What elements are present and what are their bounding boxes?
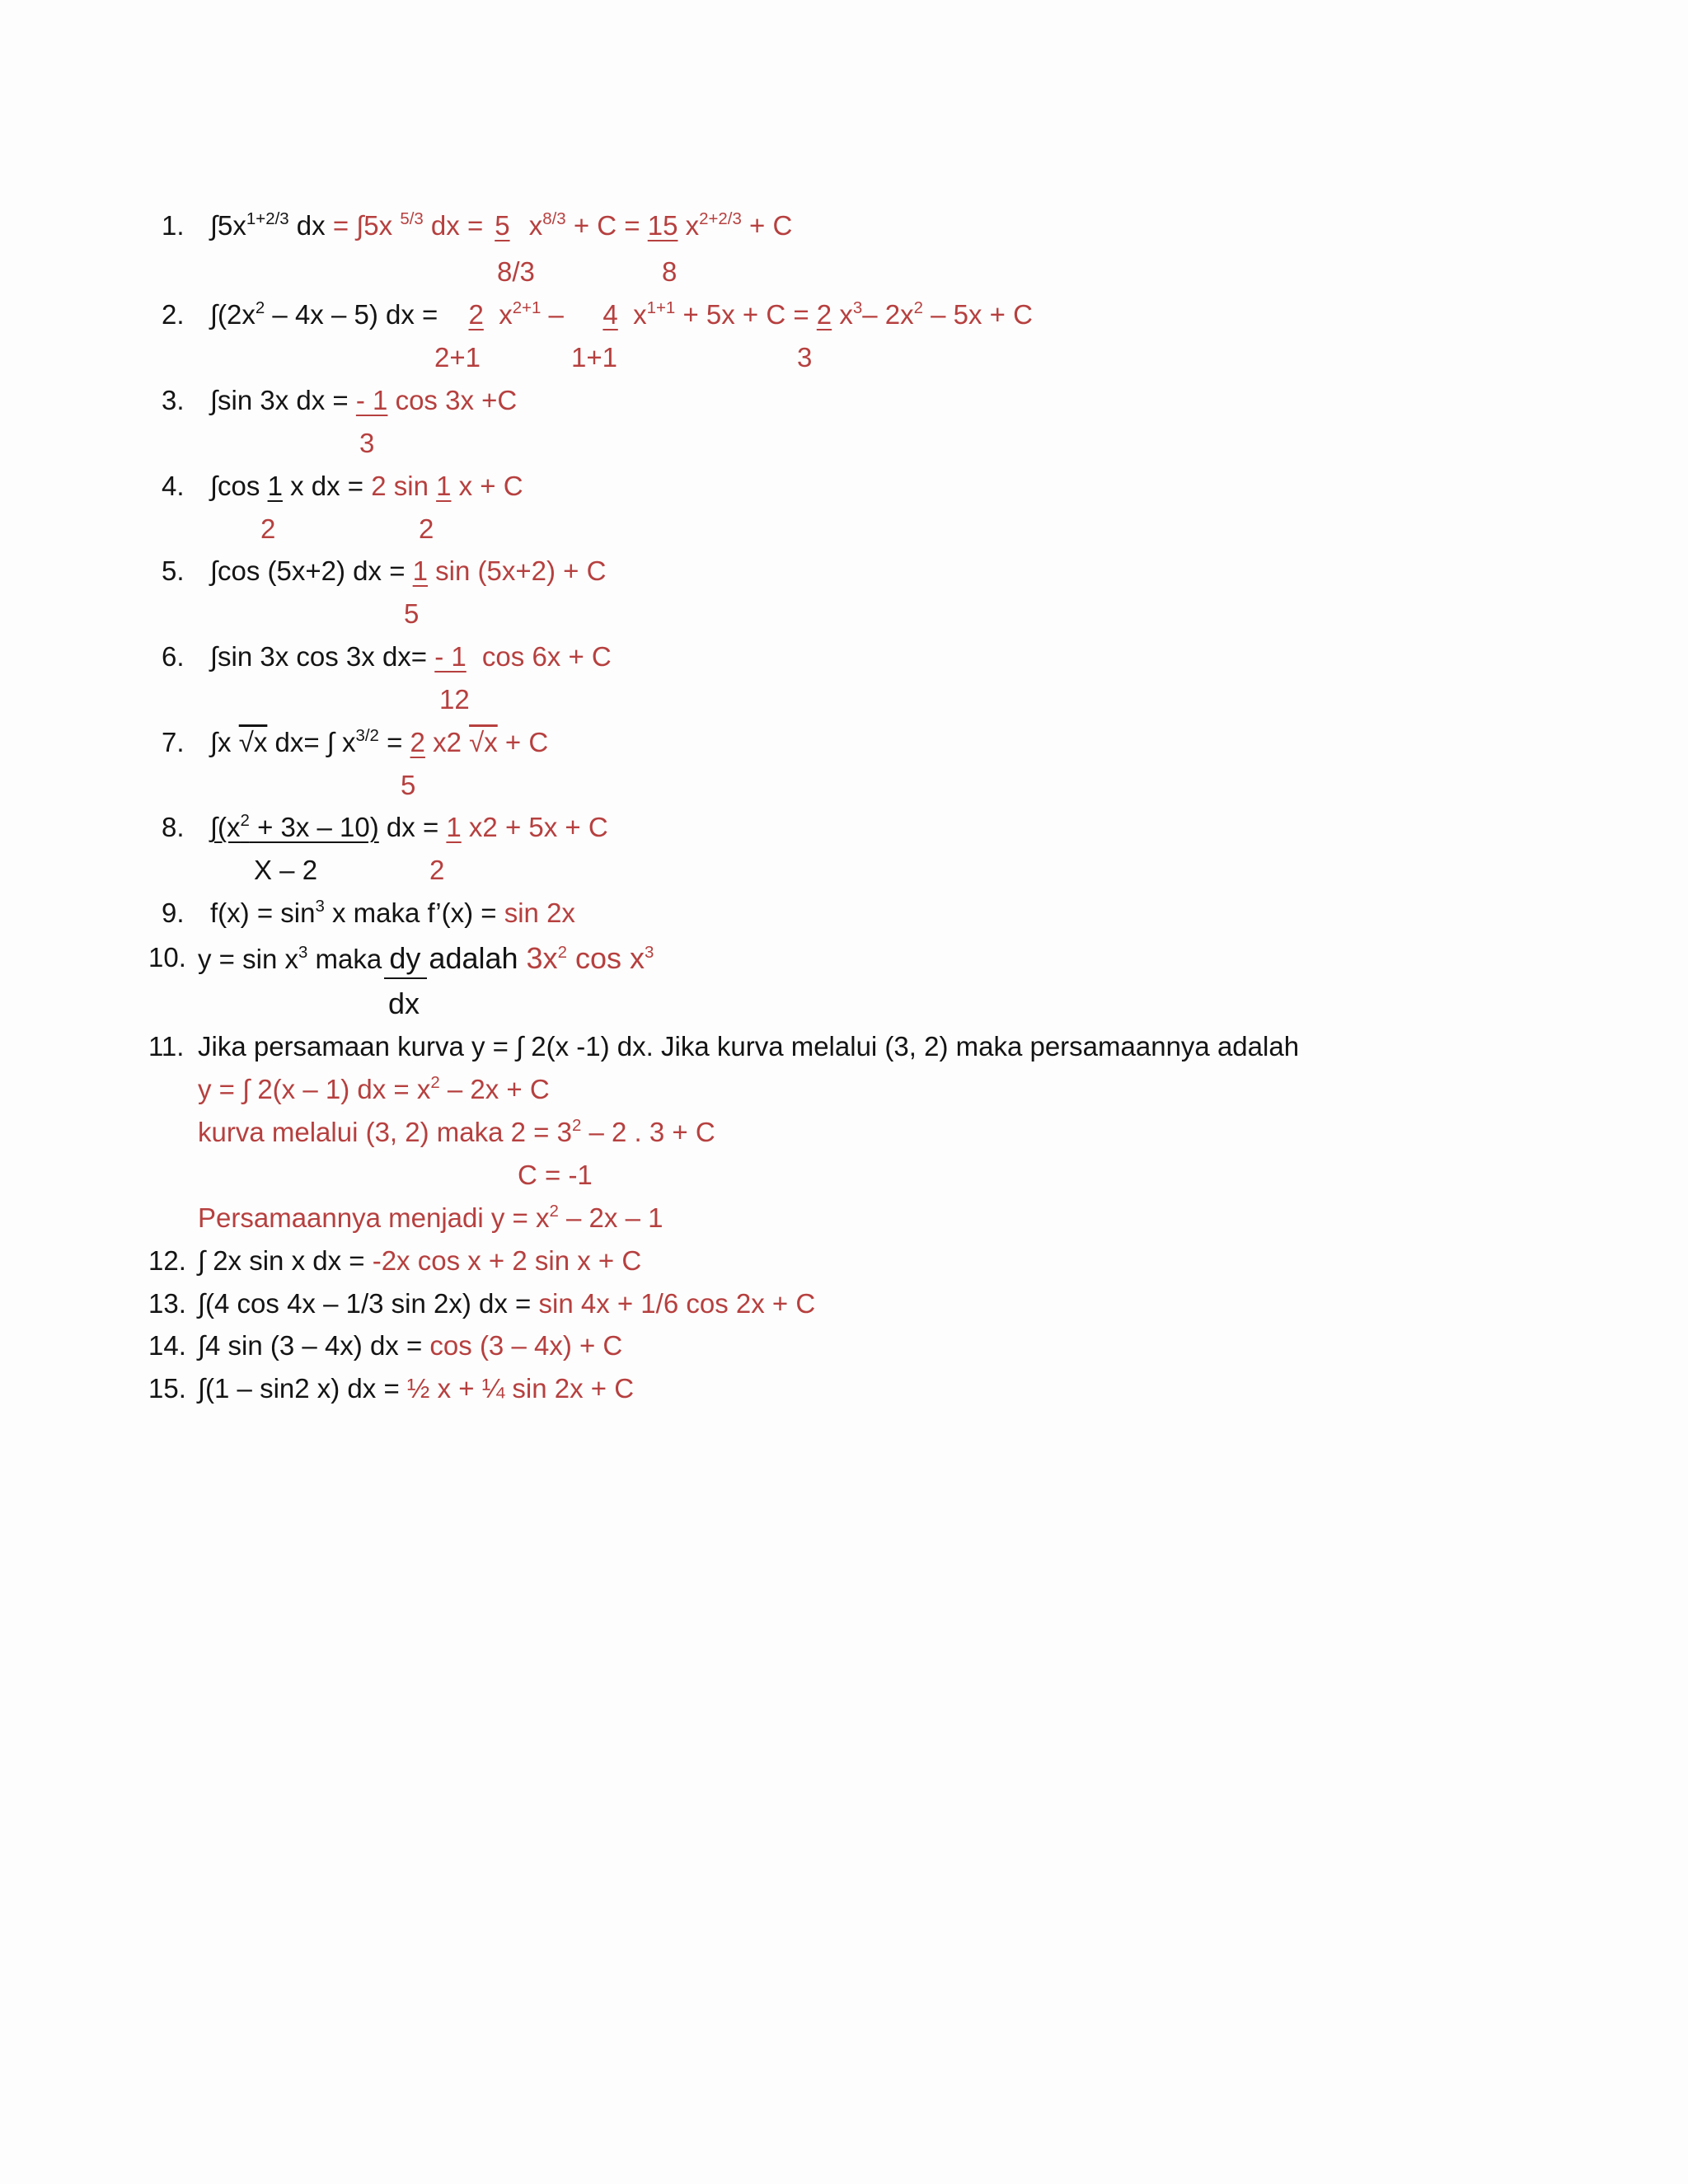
- question-text: ∫x: [210, 727, 239, 757]
- question-text: maka: [307, 944, 390, 974]
- question-text: ∫cos (5x+2) dx =: [210, 555, 413, 586]
- answer-text: –: [541, 299, 564, 330]
- fraction-denominator: 2: [419, 513, 434, 544]
- question-text: f(x) = sin: [210, 898, 316, 928]
- fraction-numerator: 1: [436, 471, 452, 501]
- answer-text: – 2x + C: [439, 1074, 550, 1104]
- question-text: ∫5x: [210, 210, 246, 241]
- exponent: 3: [644, 943, 654, 963]
- exponent: 2: [571, 1116, 582, 1136]
- answer-text: + 5x + C =: [675, 299, 817, 330]
- question-text: ∫(4 cos 4x – 1/3 sin 2x) dx =: [198, 1288, 539, 1319]
- question-text: Jika persamaan kurva y = ∫ 2(x -1) dx. Jika kurva melalui (3, 2) maka persamaannya adalah: [198, 1031, 1300, 1062]
- problem-8-line: [210, 813, 608, 841]
- problem-number: 2.: [162, 299, 185, 330]
- problem-14-line: [198, 1332, 622, 1359]
- answer-text: x2 + 5x + C: [461, 812, 608, 842]
- answer-text: + C: [497, 727, 549, 757]
- problem-number: 1.: [162, 210, 185, 241]
- fraction-numerator: 1: [412, 555, 429, 586]
- question-text: x maka f’(x) =: [324, 898, 504, 928]
- fraction-denominator: 2: [429, 855, 445, 885]
- exponent: 1+2/3: [246, 209, 289, 229]
- exponent: 1+1: [646, 298, 676, 318]
- answer-text: sin 2x: [504, 898, 575, 928]
- fraction-numerator: 5: [495, 210, 510, 241]
- problem-13-line: [198, 1290, 815, 1317]
- fraction-numerator: 15: [647, 210, 678, 241]
- answer-text: cos 3x +C: [387, 385, 518, 415]
- fraction-numerator: - 1: [434, 641, 467, 672]
- question-text: =: [378, 727, 410, 757]
- problem-number: 11.: [148, 1031, 185, 1062]
- answer-text: sin 4x + 1/6 cos 2x + C: [538, 1288, 816, 1319]
- question-text: y = sin x: [198, 944, 298, 974]
- exponent: 2: [255, 298, 265, 318]
- problem-1: [162, 212, 185, 239]
- problem-6-line: [210, 643, 612, 670]
- answer-text: x2: [424, 727, 470, 757]
- problem-number: 6.: [162, 641, 185, 672]
- problem-4-line: [210, 472, 523, 499]
- answer-text: – 2 . 3 + C: [581, 1117, 715, 1147]
- sqrt-x: √x: [469, 727, 498, 757]
- problem-number: 15.: [148, 1373, 186, 1404]
- exponent: 2: [240, 811, 250, 831]
- problem-10-line: [198, 941, 654, 975]
- question-text: + 3x – 10): [249, 812, 379, 842]
- fraction-denominator: 8/3: [497, 256, 535, 287]
- problem-1-line: [210, 209, 793, 241]
- fraction-numerator: - 1: [355, 385, 388, 415]
- problem-number: 14.: [148, 1330, 186, 1361]
- problem-number: 13.: [148, 1288, 186, 1319]
- problem-7-line: [210, 726, 549, 757]
- fraction-numerator: 1: [267, 471, 283, 501]
- answer-text: ½ x + ¼ sin 2x + C: [406, 1373, 635, 1404]
- problem-3-line: [210, 387, 517, 414]
- fraction-denominator: 3: [797, 342, 813, 373]
- exponent: 3: [315, 897, 325, 916]
- fraction-denominator: dx: [388, 987, 420, 1020]
- problem-number: 8.: [162, 812, 185, 842]
- exponent: 2+2/3: [699, 209, 742, 229]
- answer-text: x: [678, 210, 700, 241]
- problem-number: 5.: [162, 555, 185, 586]
- answer-text: x: [499, 299, 513, 330]
- answer-text: Persamaannya menjadi y = x: [198, 1202, 550, 1233]
- answer-text: x + C: [451, 471, 523, 501]
- fraction-denominator: X – 2: [254, 855, 318, 885]
- fraction-denominator: 3: [359, 428, 375, 458]
- exponent: 2: [430, 1073, 440, 1093]
- answer-text: + C: [741, 210, 793, 241]
- exponent: 3/2: [355, 726, 379, 746]
- fraction-numerator: 1: [446, 812, 462, 842]
- answer-text: x: [832, 299, 853, 330]
- fraction-denominator: 5: [404, 598, 420, 629]
- fraction-denominator: 1+1: [571, 342, 617, 373]
- fraction-denominator: 2+1: [434, 342, 481, 373]
- solution-line-2: [198, 1118, 715, 1146]
- problem-number: 7.: [162, 727, 185, 757]
- answer-text: 3x: [526, 941, 558, 975]
- exponent: 3: [298, 943, 308, 963]
- answer-text: cos (3 – 4x) + C: [429, 1330, 623, 1361]
- question-text: ∫(x: [210, 812, 241, 842]
- answer-text: cos 6x + C: [474, 641, 612, 672]
- question-text: ∫sin 3x dx =: [210, 385, 356, 415]
- problem-15-line: [198, 1375, 634, 1402]
- question-text: ∫(1 – sin2 x) dx =: [198, 1373, 407, 1404]
- exponent: 8/3: [542, 209, 566, 229]
- solution-line-3: C = -1: [518, 1160, 593, 1190]
- question-text: ∫ 2x sin x dx =: [198, 1245, 373, 1276]
- answer-text: -2x cos x + 2 sin x + C: [372, 1245, 642, 1276]
- answer-text: kurva melalui (3, 2) maka 2 = 3: [198, 1117, 572, 1147]
- exponent: 2+1: [512, 298, 542, 318]
- question-text: dx =: [378, 812, 447, 842]
- problem-number: 9.: [162, 898, 185, 928]
- problem-9-line: [210, 899, 575, 926]
- problem-number: 10.: [148, 942, 186, 972]
- fraction-denominator: 12: [439, 684, 470, 715]
- question-text: dx: [288, 210, 326, 241]
- question-text: x dx =: [282, 471, 372, 501]
- answer-text: sin (5x+2) + C: [428, 555, 607, 586]
- fraction-denominator: 8: [662, 256, 678, 287]
- answer-text: – 5x + C: [922, 299, 1033, 330]
- answer-text: 2 sin: [371, 471, 437, 501]
- question-text: ∫(2x: [210, 299, 256, 330]
- exponent: 5/3: [400, 209, 424, 229]
- question-text: ∫cos: [210, 471, 268, 501]
- answer-text: + C =: [565, 210, 648, 241]
- question-text: adalah: [420, 941, 527, 975]
- fraction-numerator: [210, 812, 379, 842]
- question-text: dx= ∫ x: [267, 727, 356, 757]
- fraction-numerator: 2: [816, 299, 832, 330]
- answer-text: x: [633, 299, 647, 330]
- answer-text: = ∫5x: [325, 210, 401, 241]
- problem-12-line: [198, 1247, 641, 1274]
- problem-number: 12.: [148, 1245, 186, 1276]
- answer-text: x: [521, 210, 543, 241]
- fraction-numerator: 4: [603, 299, 618, 330]
- fraction-numerator: 2: [410, 727, 425, 757]
- exponent: 3: [852, 298, 863, 318]
- fraction-numerator: dy: [389, 941, 421, 975]
- exponent: 2: [913, 298, 923, 318]
- answer-text: – 2x – 1: [558, 1202, 663, 1233]
- fraction-numerator: 2: [468, 299, 484, 330]
- fraction-denominator: 2: [260, 513, 276, 544]
- answer-text: cos x: [566, 941, 645, 975]
- problem-number: 3.: [162, 385, 185, 415]
- solution-line-4: [198, 1204, 663, 1231]
- problem-5-line: [210, 557, 606, 584]
- question-text: – 4x – 5) dx =: [265, 299, 446, 330]
- exponent: 2: [557, 943, 567, 963]
- fraction-denominator: 5: [401, 770, 416, 800]
- answer-text: y = ∫ 2(x – 1) dx = x: [198, 1074, 431, 1104]
- sqrt-x: √x: [238, 727, 268, 757]
- fraction-bar: [384, 977, 427, 979]
- question-text: ∫sin 3x cos 3x dx=: [210, 641, 435, 672]
- problem-number: 4.: [162, 471, 185, 501]
- answer-text: – 2x: [862, 299, 914, 330]
- solution-line-1: [198, 1073, 550, 1104]
- question-text: ∫4 sin (3 – 4x) dx =: [198, 1330, 430, 1361]
- problem-2-line: [210, 298, 1033, 330]
- answer-text: dx =: [423, 210, 484, 241]
- exponent: 2: [549, 1202, 559, 1221]
